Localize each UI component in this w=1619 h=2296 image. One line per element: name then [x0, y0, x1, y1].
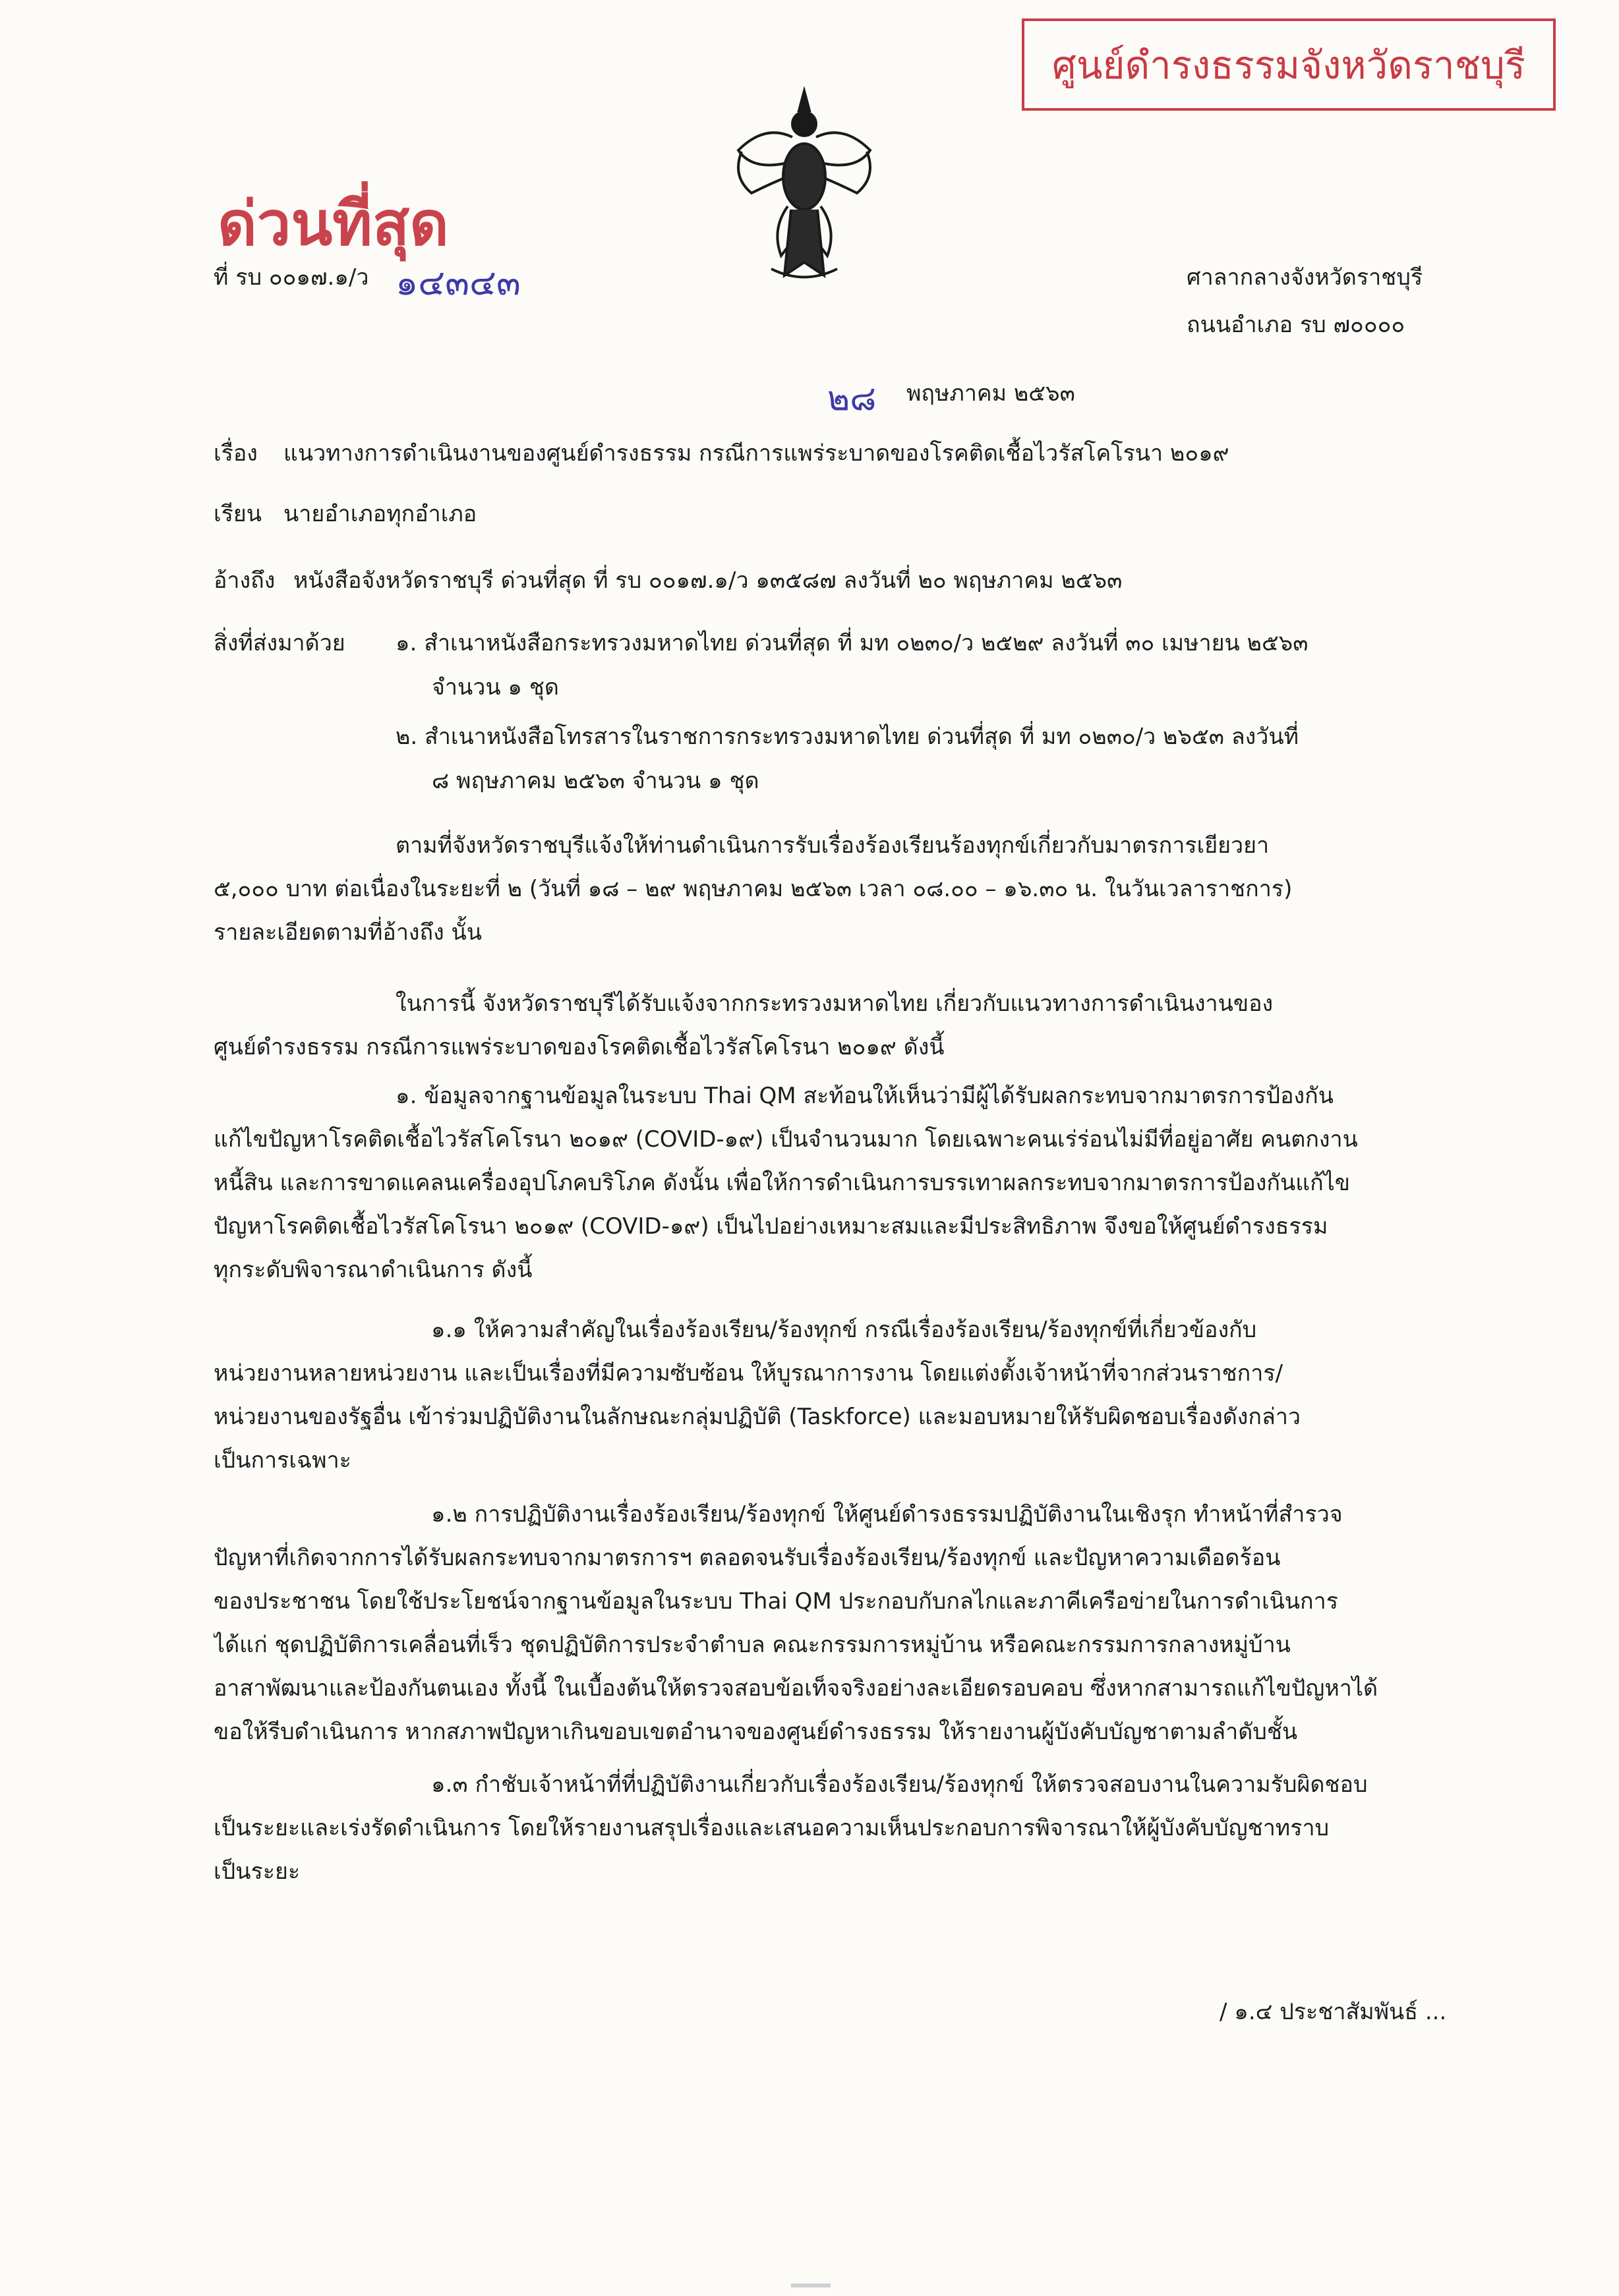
paragraph-line: ศูนย์ดำรงธรรม กรณีการแพร่ระบาดของโรคติดเชื้อไวรัสโคโรนา ๒๐๑๙ ดังนี้ [214, 1034, 945, 1060]
document-number-prefix: ที่ รบ ๐๐๑๗.๑/ว [214, 264, 369, 291]
paragraph-line: รายละเอียดตามที่อ้างถึง นั้น [214, 919, 483, 946]
paragraph-notification [214, 982, 1463, 1069]
sender-address-line-2: ถนนอำเภอ รบ ๗๐๐๐๐ [1187, 312, 1405, 338]
enclosure-1-line-1: ๑. สำเนาหนังสือกระทรวงมหาดไทย ด่วนที่สุด ที่ มท ๐๒๓๐/ว ๒๕๒๙ ลงวันที่ ๓๐ เมษายน ๒๕๖๓ [396, 630, 1309, 656]
paragraph-line: ปัญหาที่เกิดจากการได้รับผลกระทบจากมาตรการฯ ตลอดจนรับเรื่องร้องเรียน/ร้องทุกข์ และปัญหาความเดือดร้อน [214, 1545, 1281, 1571]
date-month-year: พฤษภาคม ๒๕๖๓ [906, 380, 1075, 407]
date-day-handwritten: ๒๘ [827, 379, 877, 418]
paragraph-line: ๑.๒ การปฏิบัติงานเรื่องร้องเรียน/ร้องทุกข์ ให้ศูนย์ดำรงธรรมปฏิบัติงานในเชิงรุก ทำหน้าที่สำรวจ [431, 1501, 1343, 1528]
paragraph-line: ของประชาชน โดยใช้ประโยชน์จากฐานข้อมูลในระบบ Thai QM ประกอบกับกลไกและภาคีเครือข่ายในการดำเนินการ [214, 1588, 1338, 1615]
paragraph-line: เป็นระยะ [214, 1858, 301, 1885]
garuda-emblem-icon [725, 78, 883, 289]
item-1-1-complaint-priority [214, 1308, 1463, 1482]
paragraph-line: ทุกระดับพิจารณาดำเนินการ ดังนี้ [214, 1257, 533, 1283]
subject-text: แนวทางการดำเนินงานของศูนย์ดำรงธรรม กรณีการแพร่ระบาดของโรคติดเชื้อไวรัสโคโรนา ๒๐๑๙ [283, 440, 1229, 467]
enclosure-1-line-2: จำนวน ๑ ชุด [432, 674, 559, 701]
recipient-text: นายอำเภอทุกอำเภอ [283, 501, 477, 527]
item-1-2-proactive-operation [214, 1493, 1463, 1754]
sender-address-line-1: ศาลากลางจังหวัดราชบุรี [1187, 264, 1423, 291]
reference-label: อ้างถึง [214, 567, 276, 594]
document-number-handwritten: ๑๔๓๔๓ [396, 262, 521, 303]
continuation-marker: / ๑.๔ ประชาสัมพันธ์ ... [1220, 1999, 1447, 2025]
paragraph-line: ขอให้รีบดำเนินการ หากสภาพปัญหาเกินขอบเขตอำนาจของศูนย์ดำรงธรรม ให้รายงานผู้บังคับบัญชาตามลำดับชั้น [214, 1719, 1298, 1745]
paragraph-line: ๑.๑ ให้ความสำคัญในเรื่องร้องเรียน/ร้องทุกข์ กรณีเรื่องร้องเรียน/ร้องทุกข์ที่เกี่ยวข้องกับ [431, 1317, 1257, 1343]
paragraph-line: หนี้สิน และการขาดแคลนเครื่องอุปโภคบริโภค ดังนั้น เพื่อให้การดำเนินการบรรเทาผลกระทบจากมาตรการป้องกันแก้ไข [214, 1170, 1351, 1196]
paragraph-line: ได้แก่ ชุดปฏิบัติการเคลื่อนที่เร็ว ชุดปฏิบัติการประจำตำบล คณะกรรมการหมู่บ้าน หรือคณะกรรมการกลางหมู่บ้าน [214, 1632, 1291, 1658]
paragraph-line: ตามที่จังหวัดราชบุรีแจ้งให้ท่านดำเนินการรับเรื่องร้องเรียนร้องทุกข์เกี่ยวกับมาตรการเยียวยา [396, 832, 1270, 859]
enclosure-2-line-1: ๒. สำเนาหนังสือโทรสารในราชการกระทรวงมหาดไทย ด่วนที่สุด ที่ มท ๐๒๓๐/ว ๒๖๕๓ ลงวันที่ [396, 724, 1299, 750]
paragraph-line: ๕,๐๐๐ บาท ต่อเนื่องในระยะที่ ๒ (วันที่ ๑๘ – ๒๙ พฤษภาคม ๒๕๖๓ เวลา ๐๘.๐๐ – ๑๖.๓๐ น. ในวันเวลาราชการ) [214, 876, 1293, 902]
paragraph-reference-summary [214, 824, 1463, 954]
item-1-3-supervision [214, 1763, 1463, 1893]
enclosure-2-line-2: ๘ พฤษภาคม ๒๕๖๓ จำนวน ๑ ชุด [432, 768, 759, 794]
urgency-stamp: ด่วนที่สุด [218, 188, 449, 259]
item-1-thai-qm-data [214, 1074, 1463, 1292]
paragraph-line: เป็นระยะและเร่งรัดดำเนินการ โดยให้รายงานสรุปเรื่องและเสนอความเห็นประกอบการพิจารณาให้ผู้บังคับบัญชาทราบ [214, 1815, 1330, 1841]
paragraph-line: ๑.๓ กำชับเจ้าหน้าที่ที่ปฏิบัติงานเกี่ยวกับเรื่องร้องเรียน/ร้องทุกข์ ให้ตรวจสอบงานในความรับผิดชอบ [431, 1771, 1368, 1798]
paragraph-line: แก้ไขปัญหาโรคติดเชื้อไวรัสโคโรนา ๒๐๑๙ (COVID-๑๙) เป็นจำนวนมาก โดยเฉพาะคนเร่ร่อนไม่มีที่อยู่อาศัย คนตกงาน [214, 1126, 1358, 1153]
recipient-label: เรียน [214, 501, 262, 527]
paragraph-line: ๑. ข้อมูลจากฐานข้อมูลในระบบ Thai QM สะท้อนให้เห็นว่ามีผู้ได้รับผลกระทบจากมาตรการป้องกัน [396, 1083, 1334, 1109]
paragraph-line: หน่วยงานหลายหน่วยงาน และเป็นเรื่องที่มีความซับซ้อน ให้บูรณาการงาน โดยแต่งตั้งเจ้าหน้าที่จากส่วนราชการ/ [214, 1360, 1283, 1387]
enclosures-label: สิ่งที่ส่งมาด้วย [214, 630, 345, 656]
paragraph-line: อาสาพัฒนาและป้องกันตนเอง ทั้งนี้ ในเบื้องต้นให้ตรวจสอบข้อเท็จจริงอย่างละเอียดรอบคอบ ซึ่งหากสามารถแก้ไขปัญหาได้ [214, 1675, 1378, 1702]
department-stamp: ศูนย์ดำรงธรรมจังหวัดราชบุรี [1022, 18, 1556, 111]
paragraph-line: ในการนี้ จังหวัดราชบุรีได้รับแจ้งจากกระทรวงมหาดไทย เกี่ยวกับแนวทางการดำเนินงานของ [396, 990, 1274, 1017]
paragraph-line: หน่วยงานของรัฐอื่น เข้าร่วมปฏิบัติงานในลักษณะกลุ่มปฏิบัติ (Taskforce) และมอบหมายให้รับผิดชอบเรื่องดังกล่าว [214, 1404, 1301, 1430]
subject-label: เรื่อง [214, 440, 258, 467]
paragraph-line: เป็นการเฉพาะ [214, 1447, 351, 1474]
page-edge-mark [791, 2283, 831, 2287]
reference-text: หนังสือจังหวัดราชบุรี ด่วนที่สุด ที่ รบ ๐๐๑๗.๑/ว ๑๓๕๘๗ ลงวันที่ ๒๐ พฤษภาคม ๒๕๖๓ [293, 567, 1123, 594]
paragraph-line: ปัญหาโรคติดเชื้อไวรัสโคโรนา ๒๐๑๙ (COVID-๑๙) เป็นไปอย่างเหมาะสมและมีประสิทธิภาพ จึงขอให้ศูนย์ดำรงธรรม [214, 1213, 1328, 1240]
